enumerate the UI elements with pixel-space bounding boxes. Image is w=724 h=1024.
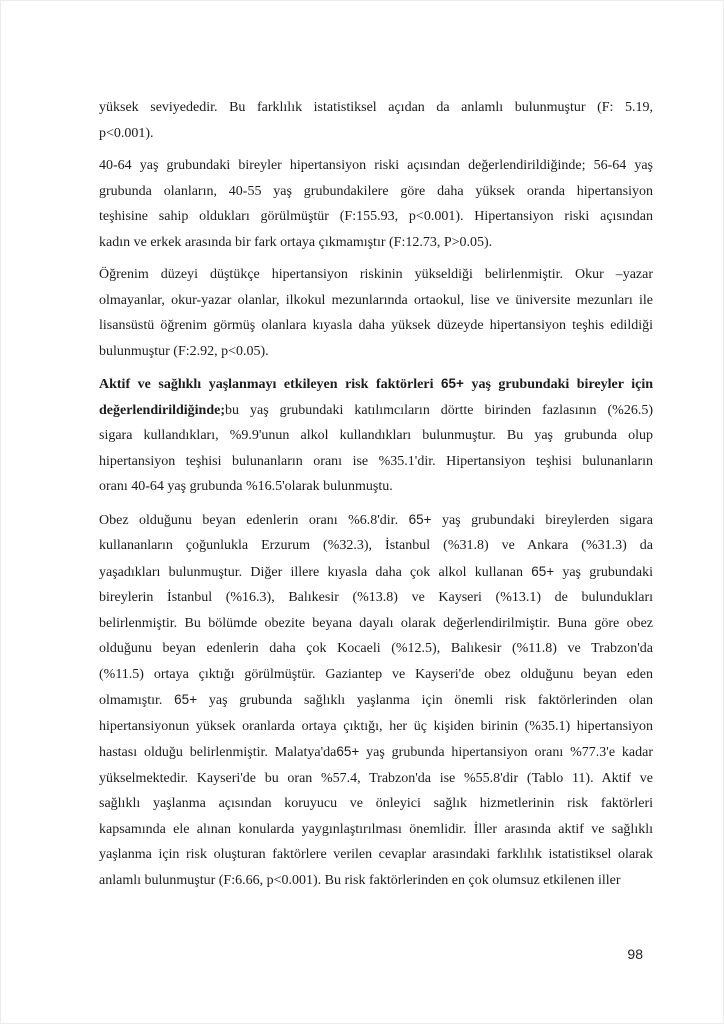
text-line [99,288,653,314]
text-segment: hastası olduğu belirlenmiştir. Malatya'da [99,745,337,760]
text-segment: bireylerin İstanbul (%16.3), Balıkesir (%13.8) ve Kayseri (%13.1) de bulundukları [99,590,653,605]
text-line [99,817,653,843]
text-segment: belirlenmiştir. Bu bölümde obezite beyana dayalı olarak değerlendirilmiştir. Buna göre obez [99,615,653,631]
text-segment: (%11.5) ortaya çıktığı görülmüştür. Gaziantep ve Kayseri'de obez olduğunu beyan eden [99,666,653,682]
text-segment: yüksek seviyededir. Bu farklılık istatistiksel açıdan da anlamlı bulunmuştur (F: 5.19, [99,100,653,115]
paragraph [99,507,653,894]
text-line [99,791,653,817]
text-line [99,559,653,586]
text-segment: yaş grubundaki [554,564,653,580]
text-line [99,262,653,288]
text-segment: sağlıklı yaşlanma açısından koruyucu ve önleyici sağlık hizmetlerinin risk faktörleri [99,796,653,811]
text-line [99,121,653,147]
text-line [99,636,653,662]
text-segment: 65+ [408,511,432,527]
text-line [99,714,653,740]
text-segment: yükselmektedir. Kayseri'de bu oran %57.4, Trabzon'da ise %55.8'dir (Tablo 11). Aktif ve [99,770,653,786]
text-segment: 65+ [336,744,360,759]
text-line [99,204,653,230]
text-line [99,179,653,205]
text-segment: teşhisine sahip oldukları görülmüştür (F:155.93, p<0.001). Hipertansiyon riski açısından [99,209,653,224]
text-line [99,662,653,688]
text-segment: p<0.001). [99,125,154,141]
text-line [99,339,653,365]
text-segment: sigara kullandıkları, %9.9'unun alkol kullandıkları bulunmuştur. Bu yaş grubunda olup [99,428,653,443]
text-line [99,153,653,179]
text-segment: yaş grubunda hipertansiyon oranı %77.3'e kadar [359,745,653,760]
text-segment: olduğunu beyan edenlerin daha çok Kocaeli (%12.5), Balıkesir (%11.8) ve Trabzon'da [99,641,653,656]
text-segment: hipertansiyonun yüksek oranlarda ortaya çıktığı, her üç kişiden birinin (%35.1) hipertansiyon [99,718,653,734]
text-line [99,611,653,637]
text-segment: Obez olduğunu beyan edenlerin oranı %6.8'dir. [99,512,409,528]
text-segment: hipertansiyon teşhisi bulunanların oranı ise %35.1'dir. Hipertansiyon teşhisi bulunanların [99,453,653,469]
text-segment: Aktif ve sağlıklı yaşlanmayı etkileyen risk faktörleri [99,377,442,392]
text-line [99,533,653,559]
text-line [99,95,653,121]
text-segment: yaş grubundaki bireylerden sigara [431,512,653,528]
text-segment: yaşadıkları bulunmuştur. Diğer illere kıyasla daha çok alkol kullanan [99,564,532,580]
text-line [99,449,653,475]
text-segment: grubunda olanların, 40-55 yaş grubundakilere göre daha yüksek oranda hipertansiyon [99,183,653,199]
text-line [99,313,653,339]
text-line [99,766,653,792]
text-line [99,398,653,424]
text-segment: 65+ [531,563,555,579]
text-line [99,868,653,894]
paragraph [99,371,653,500]
text-segment: 40-64 yaş grubundaki bireyler hipertansiyon riski açısından değerlendirildiğinde; 56-64 yaş [99,158,653,173]
text-segment: yaş grubunda sağlıklı yaşlanma için önemli risk faktörlerinden olan [197,693,653,708]
text-segment: kullananların çoğunlukla Erzurum (%32.3), İstanbul (%31.8) ve Ankara (%31.3) da [99,538,653,553]
text-line [99,687,653,714]
text-segment: Öğrenim düzeyi düştükçe hipertansiyon riskinin yükseldiği belirlenmiştir. Okur –yazar [99,267,653,282]
text-line [99,842,653,868]
text-segment: 65+ [174,692,198,707]
text-line [99,739,653,766]
paragraph [99,95,653,146]
text-line [99,585,653,611]
paragraph [99,262,653,364]
text-line [99,474,653,500]
text-segment: olmayanlar, okur-yazar olanlar, ilkokul mezunlarında ortaokul, lise ve üniversite mezunları ile [99,292,653,308]
paragraph [99,153,653,255]
document-body [99,95,653,900]
text-segment: yaşlanma için risk oluşturan faktörlere verilen cevaplar arasındaki farklılık istatistiksel olarak [99,847,653,862]
page-number: 98 [627,946,643,962]
text-segment: lisansüstü öğrenim görmüş olanlara kıyasla daha yüksek düzeyde hipertansiyon teşhis edildiği [99,318,653,333]
text-segment: değerlendirildiğinde; [99,402,225,418]
text-line [99,507,653,534]
text-segment: olmamıştır. [99,693,175,708]
text-segment: bu yaş grubundaki katılımcıların dörtte birinden fazlasının (%26.5) [225,402,653,418]
text-segment: kapsamında ele alınan konularda yaygınlaştırılması önemlidir. İller arasında aktif ve sağlıklı [99,821,653,837]
text-line [99,423,653,449]
text-segment: yaş grubundaki bireyler için [463,377,653,392]
text-line [99,371,653,398]
text-segment: 65+ [441,376,464,391]
text-segment: kadın ve erkek arasında bir fark ortaya çıkmamıştır (F:12.73, P>0.05). [99,234,493,250]
text-segment: oranı 40-64 yaş grubunda %16.5'olarak bulunmuştu. [99,479,393,494]
text-segment: anlamlı bulunmuştur (F:6.66, p<0.001). Bu risk faktörlerinden en çok olumsuz etkilenen iller [99,872,621,888]
text-line [99,230,653,256]
text-segment: bulunmuştur (F:2.92, p<0.05). [99,343,269,359]
